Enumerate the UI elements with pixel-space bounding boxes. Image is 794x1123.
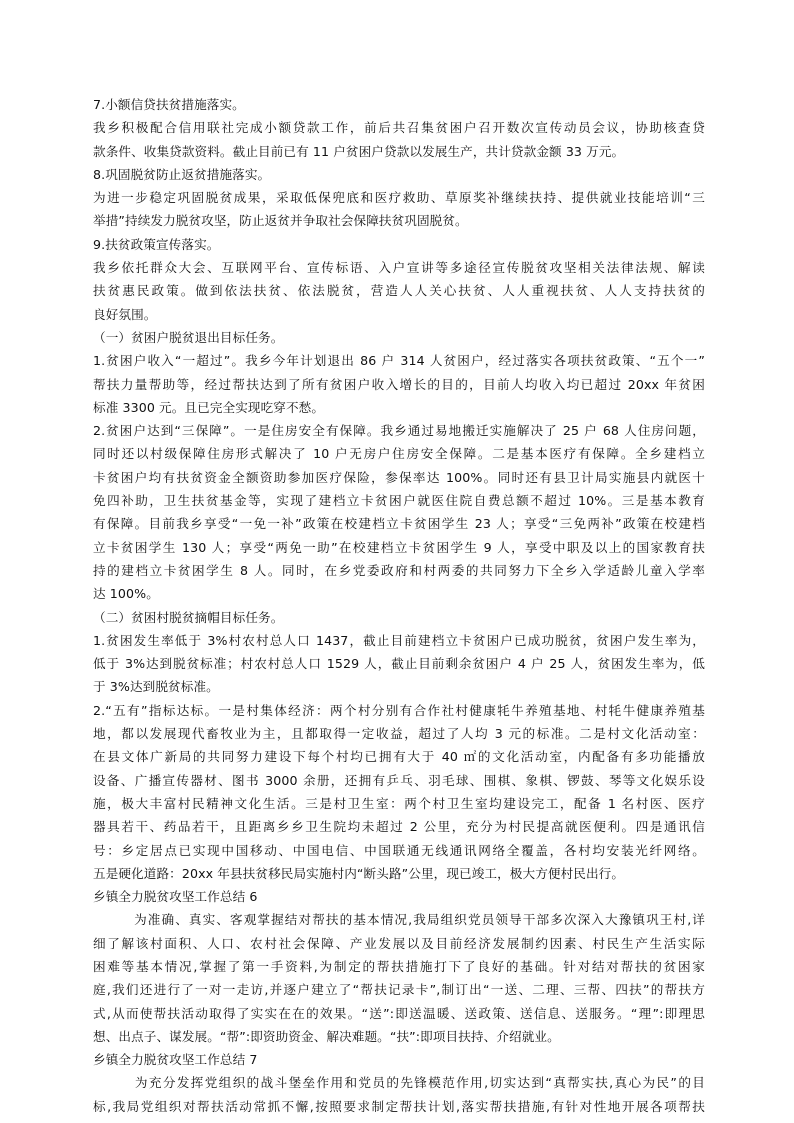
section-heading-village-exit: （二）贫困村脱贫摘帽目标任务。 [93, 609, 284, 625]
paragraph-line: 卡贫困户均有扶贫资金全额资助参加医疗保险，参保率达 100%。同时还有县卫计局实施县内就医十 [93, 469, 705, 485]
paragraph-line: 器具若干、药品若干，且距离乡乡卫生院均未超过 2 公里，充分为村民提高就医便利。四是通讯信 [93, 819, 705, 835]
paragraph-line: 举措”持续发力脱贫攻坚，防止返贫并争取社会保障扶贫巩固脱贫。 [93, 213, 468, 229]
paragraph-line: 2.贫困户达到“三保障”。一是住房安全有保障。我乡通过易地搬迁实施解决了 25 户 68 人住房问题， [93, 423, 705, 439]
paragraph-line: 低于 3%达到脱贫标准；村农村总人口 1529 人，截止目前剩余贫困户 4 户 25 人，贫困发生率为，低 [93, 656, 705, 672]
heading-consolidate: 8.巩固脱贫防止返贫措施落实。 [93, 166, 271, 182]
paragraph-line: 免四补助，卫生扶贫基金等，实现了建档立卡贫困户就医住院自费总额不超过 10%。三是基本教育 [93, 493, 705, 509]
paragraph-line: 同时还以村级保障住房形式解决了 10 户无房户住房安全保障。二是基本医疗有保障。全乡建档立 [93, 446, 705, 462]
paragraph-line: 1.贫困户收入“一超过”。我乡今年计划退出 86 户 314 人贫困户，经过落实各项扶贫政策、“五个一” [93, 353, 705, 369]
paragraph-line: 达 100%。 [93, 586, 159, 602]
paragraph-line: 施，极大丰富村民精神文化生活。三是村卫生室：两个村卫生室均建设完工，配备 1 名村医、医疗 [93, 795, 705, 811]
paragraph-line: 式,从而使帮扶活动取得了实实在在的效果。“送”:即送温暖、送政策、送信息、送服务。“理”:即理思 [93, 1005, 705, 1021]
paragraph-line: 扶贫惠民政策。做到依法扶贫、依法脱贫，营造人人关心扶贫、人人重视扶贫、人人支持扶贫的 [93, 283, 705, 299]
heading-microcredit: 7.小额信贷扶贫措施落实。 [93, 97, 245, 112]
paragraph-line: 良好氛围。 [93, 306, 157, 322]
heading-policy-promotion: 9.扶贫政策宣传落实。 [93, 236, 220, 252]
section-heading-household-exit: （一）贫困户脱贫退出目标任务。 [93, 329, 284, 345]
paragraph-line: 标,我局党组织对帮扶活动常抓不懈,按照要求制定帮扶计划,落实帮扶措施,有针对性地开展各项帮扶 [93, 1098, 705, 1114]
paragraph-line: 帮扶力量帮助等，经过帮扶达到了所有贫困户收入增长的目的，目前人均收入均已超过 20xx 年贫困 [93, 376, 705, 392]
paragraph-line: 设备、广播宣传器材、图书 3000 余册，还拥有乒乓、羽毛球、围棋、象棋、锣鼓、琴等文化娱乐设 [93, 772, 705, 788]
paragraph-line: 号：乡定居点已实现中国移动、中国电信、中国联通无线通讯网络全覆盖，各村均安装光纤网络。 [93, 842, 705, 858]
paragraph-line: 困难等基本情况,掌握了第一手资料,为制定的帮扶措施打下了良好的基础。针对结对帮扶的贫困家 [93, 958, 705, 974]
paragraph-line: 2.“五有”指标达标。一是村集体经济：两个村分别有合作社村健康牦牛养殖基地、村牦牛健康养殖基 [93, 702, 705, 718]
document-page [93, 93, 705, 1118]
paragraph-line: 我乡依托群众大会、互联网平台、宣传标语、入户宣讲等多途径宣传脱贫攻坚相关法律法规、解读 [93, 260, 705, 276]
paragraph-line: 地，都以发展现代畜牧业为主，且都取得一定收益，超过了人均 3 元的标准。二是村文化活动室： [93, 726, 705, 742]
paragraph-line: 为充分发挥党组织的战斗堡垒作用和党员的先锋模范作用,切实达到“真帮实扶,真心为民”的目 [93, 1075, 705, 1091]
paragraph-line: 想、出点子、谋发展。“帮”:即资助资金、解决难题。“扶”:即项目扶持、介绍就业。 [93, 1028, 560, 1044]
paragraph-line: 标准 3300 元。且已完全实现吃穿不愁。 [93, 399, 325, 415]
paragraph-line: 有保障。目前我乡享受“一免一补”政策在校建档立卡贫困学生 23 人；享受“三免两补”政策在校建档 [93, 516, 705, 532]
paragraph-line: 细了解该村面积、人口、农村社会保障、产业发展以及目前经济发展制约因素、村民生产生活实际 [93, 935, 705, 951]
paragraph-line: 庭,我们还进行了一对一走访,并逐户建立了“帮扶记录卡”,制订出“一送、二理、三帮、四扶”的帮扶方 [93, 982, 705, 998]
paragraph-line: 立卡贫困学生 130 人；享受“两免一助”在校建档立卡贫困学生 9 人，享受中职及以上的国家教育扶 [93, 539, 705, 555]
paragraph-line: 持的建档立卡贫困学生 8 人。同时，在乡党委政府和村两委的共同努力下全乡入学适龄儿童入学率 [93, 562, 705, 578]
paragraph-line: 于 3%达到脱贫标准。 [93, 679, 219, 695]
summary-title-6: 乡镇全力脱贫攻坚工作总结 6 [93, 889, 258, 905]
paragraph-line: 为准确、真实、客观掌握结对帮扶的基本情况,我局组织党员领导干部多次深入大豫镇巩王村,详 [93, 912, 705, 928]
paragraph-line: 款条件、收集贷款资料。截止目前已有 11 户贫困户贷款以发展生产，共计贷款金额 33 万元。 [93, 143, 625, 159]
summary-title-7: 乡镇全力脱贫攻坚工作总结 7 [93, 1052, 258, 1068]
paragraph-line: 1.贫困发生率低于 3%村农村总人口 1437，截止目前建档立卡贫困户已成功脱贫，贫困户发生率为， [93, 632, 705, 648]
paragraph-line: 五是硬化道路：20xx 年县扶贫移民局实施村内“断头路”公里，现已竣工，极大方便村民出行。 [93, 865, 625, 881]
paragraph-line: 我乡积极配合信用联社完成小额贷款工作，前后共召集贫困户召开数次宣传动员会议，协助核查贷 [93, 120, 705, 136]
paragraph-line: 为进一步稳定巩固脱贫成果，采取低保兜底和医疗救助、草原奖补继续扶持、提供就业技能培训“三 [93, 190, 705, 206]
paragraph-line: 在县文体广新局的共同努力建设下每个村均已拥有大于 40 ㎡的文化活动室，内配备有多功能播放 [93, 749, 705, 765]
